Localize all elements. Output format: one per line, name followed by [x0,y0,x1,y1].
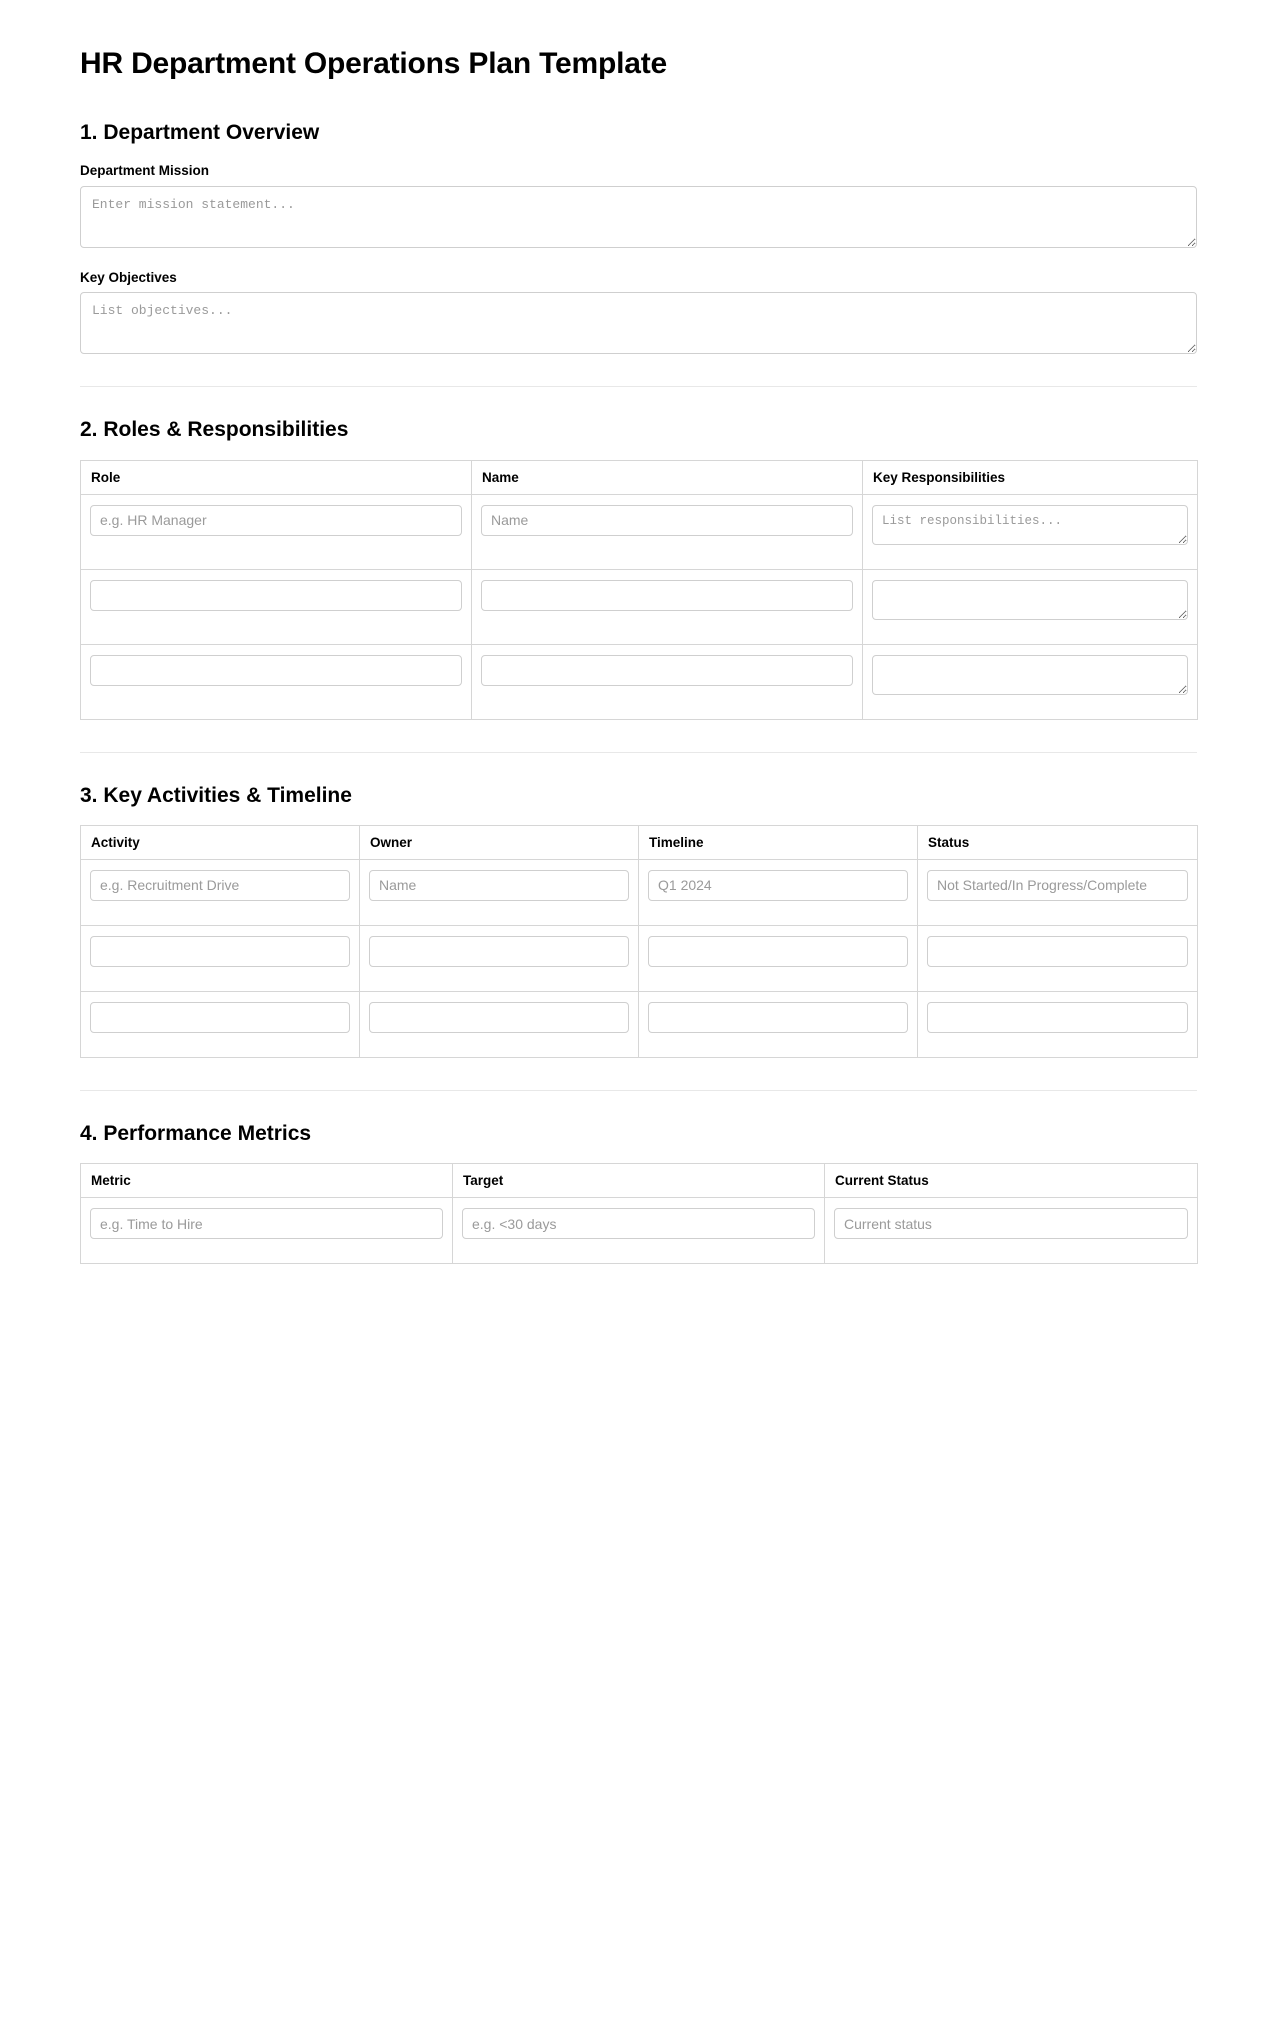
section-divider-2 [80,752,1197,753]
column-header-target: Target [453,1164,825,1198]
section-roles-responsibilities [80,417,1201,719]
responsibilities-textarea[interactable] [872,655,1188,695]
cell-name [472,644,863,719]
name-input[interactable] [481,580,853,611]
table-row [81,1198,1198,1264]
table-row [81,569,1198,644]
cell-current-status [825,1198,1198,1264]
section-heading-2: 2. Roles & Responsibilities [80,418,349,442]
status-input[interactable] [927,1002,1188,1033]
section-divider-3 [80,1090,1197,1091]
column-header-timeline: Timeline [639,825,918,859]
role-input[interactable] [90,505,462,536]
owner-input[interactable] [369,870,629,901]
name-input[interactable] [481,655,853,686]
owner-input[interactable] [369,1002,629,1033]
current-status-input[interactable] [834,1208,1188,1239]
cell-owner [360,925,639,991]
activity-input[interactable] [90,936,350,967]
target-input[interactable] [462,1208,815,1239]
activity-input[interactable] [90,870,350,901]
column-header-key-responsibilities: Key Responsibilities [863,460,1198,494]
table-header-row [81,825,1198,859]
label-key-objectives: Key Objectives [80,269,177,285]
cell-activity [81,859,360,925]
column-header-owner: Owner [360,825,639,859]
column-header-status: Status [918,825,1198,859]
name-input[interactable] [481,505,853,536]
cell-status [918,925,1198,991]
responsibilities-textarea[interactable] [872,505,1188,545]
cell-role [81,494,472,569]
status-input[interactable] [927,936,1188,967]
table-header-row [81,1164,1198,1198]
roles-table [80,460,1198,720]
metrics-table [80,1163,1198,1264]
section-department-overview [80,120,1201,354]
metric-input[interactable] [90,1208,443,1239]
role-input[interactable] [90,655,462,686]
table-row [81,644,1198,719]
cell-activity [81,925,360,991]
cell-status [918,991,1198,1057]
section-performance-metrics [80,1121,1201,1264]
table-header-row [81,460,1198,494]
column-header-activity: Activity [81,825,360,859]
section-divider-1 [80,386,1197,387]
cell-role [81,644,472,719]
cell-name [472,569,863,644]
table-row [81,925,1198,991]
section-heading-1: 1. Department Overview [80,121,320,144]
timeline-input[interactable] [648,870,908,901]
column-header-name: Name [472,460,863,494]
page-title: HR Department Operations Plan Template [80,47,667,80]
table-row [81,859,1198,925]
cell-activity [81,991,360,1057]
cell-timeline [639,991,918,1057]
cell-status [918,859,1198,925]
cell-metric [81,1198,453,1264]
cell-name [472,494,863,569]
column-header-current-status: Current Status [825,1164,1198,1198]
timeline-input[interactable] [648,1002,908,1033]
key-objectives-textarea[interactable] [80,292,1197,354]
column-header-role: Role [81,460,472,494]
label-department-mission: Department Mission [80,163,210,179]
activity-input[interactable] [90,1002,350,1033]
table-row [81,494,1198,569]
cell-role [81,569,472,644]
status-input[interactable] [927,870,1188,901]
timeline-input[interactable] [648,936,908,967]
cell-timeline [639,925,918,991]
cell-timeline [639,859,918,925]
cell-target [453,1198,825,1264]
department-mission-textarea[interactable] [80,186,1197,248]
table-row [81,991,1198,1057]
cell-responsibilities [863,644,1198,719]
activities-table [80,825,1198,1058]
cell-responsibilities [863,569,1198,644]
cell-owner [360,991,639,1057]
cell-owner [360,859,639,925]
owner-input[interactable] [369,936,629,967]
section-heading-3: 3. Key Activities & Timeline [80,783,352,807]
column-header-metric: Metric [81,1164,453,1198]
role-input[interactable] [90,580,462,611]
section-heading-4: 4. Performance Metrics [80,1121,312,1145]
section-key-activities-timeline [80,783,1201,1058]
responsibilities-textarea[interactable] [872,580,1188,620]
cell-responsibilities [863,494,1198,569]
